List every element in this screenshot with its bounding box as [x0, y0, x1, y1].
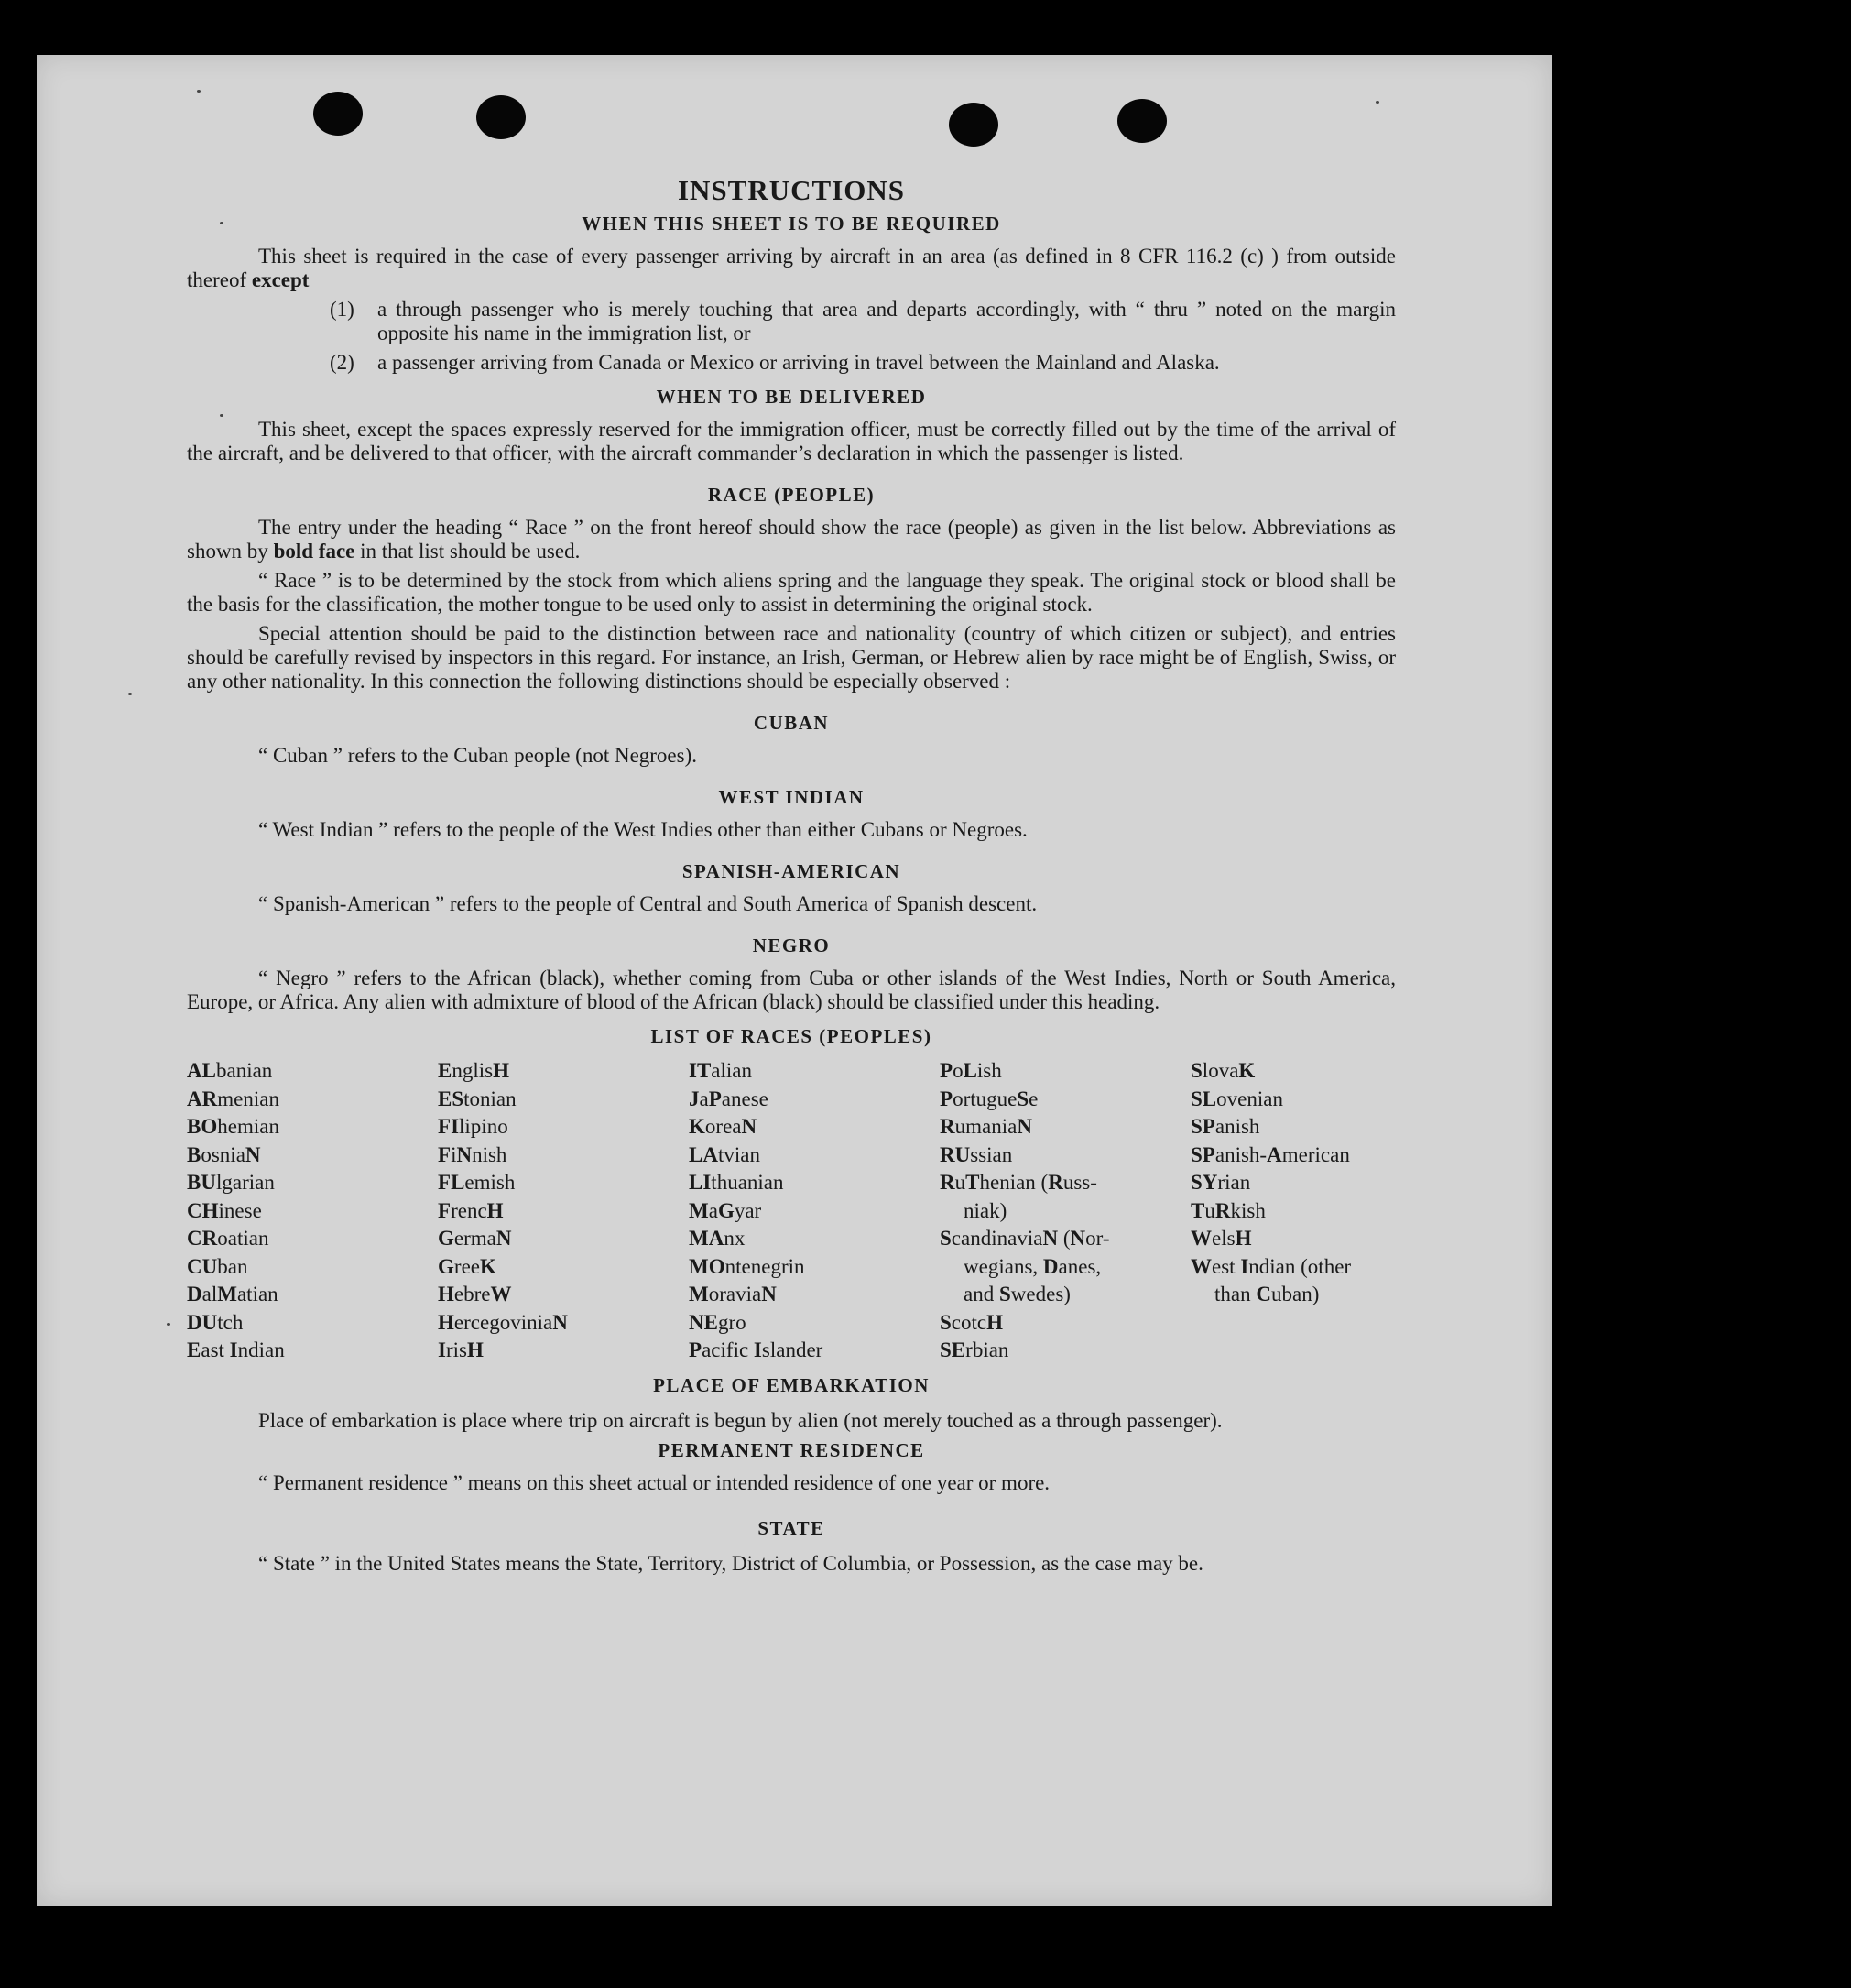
race-entry: ScotcH	[940, 1310, 1004, 1334]
heading-when-required: WHEN THIS SHEET IS TO BE REQUIRED	[582, 213, 1001, 235]
state-text: “ State ” in the United States means the State, Territory, District of Columbia, or Possession, as the case may be.	[258, 1551, 1203, 1575]
race-p1-end: in that list should be used.	[360, 540, 581, 563]
race-entry: FrencH	[438, 1198, 504, 1222]
race-entry: JaPanese	[689, 1087, 768, 1110]
races-column	[940, 1057, 1191, 1365]
heading-state: STATE	[757, 1516, 825, 1539]
race-entry: RumaniaN	[940, 1115, 1032, 1138]
race-paragraph-1	[187, 516, 1396, 563]
heading-permanent-residence: PERMANENT RESIDENCE	[658, 1438, 925, 1461]
punch-hole	[313, 92, 363, 136]
exception-text: a through passenger who is merely touching that area and departs accordingly, with “ thru ” noted on the margin opposite his name in the immigration list, or	[377, 298, 1396, 344]
races-column	[187, 1057, 438, 1365]
race-entry: SYrian	[1191, 1171, 1251, 1194]
race-entry: EStonian	[438, 1087, 517, 1110]
race-entry: HebreW	[438, 1283, 512, 1305]
exception-text: a passenger arriving from Canada or Mexico or arriving in travel between the Mainland and Alaska.	[377, 351, 1220, 374]
race-entry: NEgro	[689, 1310, 746, 1334]
race-entry: TuRkish	[1191, 1198, 1266, 1222]
race-p1-bold: bold face	[273, 540, 355, 563]
race-entry: SlovaK	[1191, 1059, 1256, 1082]
punch-hole	[476, 95, 526, 139]
race-paragraph-3: Special attention should be paid to the distinction between race and nationality (country of which citizen or subject), and entries should be carefully revised by inspectors in this regard. For instance, an Irish, German, or Hebrew alien by race might be of English, Swiss, or any other nationality. In this connection the following distinctions should be especially observed :	[187, 622, 1396, 693]
race-entry: FIlipino	[438, 1115, 508, 1138]
speck	[197, 90, 201, 93]
race-entry: MaGyar	[689, 1198, 762, 1222]
race-entry: MoraviaN	[689, 1283, 777, 1305]
race-entry: ALbanian	[187, 1059, 273, 1082]
heading-spanish-american: SPANISH-AMERICAN	[681, 860, 901, 882]
race-entry: FiNnish	[438, 1142, 507, 1166]
spanish-american-text: “ Spanish-American ” refers to the people of Central and South America of Spanish descent.	[258, 892, 1038, 915]
race-entry: PoLish	[940, 1059, 1002, 1082]
race-entry: BOhemian	[187, 1115, 279, 1138]
race-entry: RuThenian (Russ-	[940, 1171, 1097, 1194]
races-column	[438, 1057, 689, 1365]
heading-west-indian: WEST INDIAN	[718, 786, 865, 808]
instructions-content	[187, 174, 1396, 1578]
punch-hole	[949, 103, 998, 147]
exception-number: (2)	[330, 351, 354, 374]
race-entry: GermaN	[438, 1227, 512, 1250]
race-entry: MOntenegrin	[689, 1254, 805, 1278]
race-entry: BosniaN	[187, 1142, 261, 1166]
race-entry: CRoatian	[187, 1227, 269, 1250]
negro-text: “ Negro ” refers to the African (black), whether coming from Cuba or other islands of the West Indies, North or South America, Europe, or Africa. Any alien with admixture of blood of the African (black) should be classified under this heading.	[187, 967, 1396, 1013]
west-indian-text: “ West Indian ” refers to the people of the West Indies other than either Cubans or Negroes.	[258, 818, 1028, 841]
race-entry: SLovenian	[1191, 1087, 1283, 1110]
heading-cuban: CUBAN	[753, 712, 830, 734]
race-entry: EnglisH	[438, 1059, 509, 1082]
race-entry: DUtch	[187, 1310, 244, 1334]
race-entry: West Indian (other	[1191, 1254, 1352, 1278]
race-entry: niak)	[964, 1198, 1007, 1222]
heading-negro: NEGRO	[752, 934, 831, 956]
race-entry: PortugueSe	[940, 1087, 1039, 1110]
exception-number: (1)	[330, 298, 354, 321]
heading-place-of-embarkation: PLACE OF EMBARKATION	[653, 1373, 930, 1396]
race-entry: LIthuanian	[689, 1171, 784, 1194]
race-entry: BUlgarian	[187, 1171, 275, 1194]
when-delivered-text: This sheet, except the spaces expressly reserved for the immigration officer, must be correctly filled out by the time of the arrival of the aircraft, and be delivered to that officer, with the aircraft commander’s declaration in which the passenger is listed.	[187, 418, 1396, 464]
races-column	[1191, 1057, 1392, 1365]
heading-race: RACE (PEOPLE)	[707, 484, 876, 506]
permanent-residence-text: “ Permanent residence ” means on this sheet actual or intended residence of one year or more.	[258, 1470, 1051, 1494]
race-entry: SPanish-American	[1191, 1142, 1350, 1166]
race-entry: MAnx	[689, 1227, 746, 1250]
race-paragraph-2: “ Race ” is to be determined by the stock from which aliens spring and the language they speak. The original stock or blood shall be the basis for the classification, the mother tongue to be used only to assist in determining the original stock.	[187, 569, 1396, 616]
race-entry: CHinese	[187, 1198, 262, 1222]
race-entry: ITalian	[689, 1059, 753, 1082]
race-entry: ARmenian	[187, 1087, 279, 1110]
race-entry: FLemish	[438, 1171, 516, 1194]
race-entry: CUban	[187, 1254, 248, 1278]
race-entry: LAtvian	[689, 1142, 760, 1166]
speck	[1376, 101, 1379, 104]
punch-hole	[1117, 99, 1167, 143]
race-entry: WelsH	[1191, 1227, 1252, 1250]
race-entry: RUssian	[940, 1142, 1013, 1166]
when-required-except: except	[251, 268, 310, 291]
race-entry: and Swedes)	[964, 1283, 1071, 1305]
exceptions-list	[330, 298, 1396, 375]
document-page	[37, 55, 1552, 1906]
exception-item	[330, 298, 1396, 345]
cuban-text: “ Cuban ” refers to the Cuban people (not Negroes).	[258, 744, 698, 767]
race-entry: ScandinaviaN (Nor-	[940, 1227, 1110, 1250]
races-column	[689, 1057, 940, 1365]
page-title: INSTRUCTIONS	[677, 174, 905, 206]
speck	[128, 693, 132, 695]
race-entry: IrisH	[438, 1338, 484, 1361]
race-entry: than Cuban)	[1214, 1283, 1320, 1305]
race-entry: East Indian	[187, 1338, 285, 1361]
race-entry: Pacific Islander	[689, 1338, 823, 1361]
race-entry: SErbian	[940, 1338, 1009, 1361]
when-required-intro: This sheet is required in the case of every passenger arriving by aircraft in an area (as defined in 8 CFR 116.2 (c) ) from outside thereof	[187, 245, 1396, 291]
when-required-text	[187, 245, 1396, 292]
race-p1-start: The entry under the heading “ Race ” on the front hereof should show the race (people) as given in the list below. Abbreviations as shown by	[187, 516, 1396, 563]
heading-list-of-races: LIST OF RACES (PEOPLES)	[650, 1025, 932, 1047]
exception-item	[330, 351, 1396, 375]
place-of-embarkation-text: Place of embarkation is place where trip on aircraft is begun by alien (not merely touched as a through passenger).	[258, 1408, 1223, 1432]
heading-when-delivered: WHEN TO BE DELIVERED	[656, 386, 927, 408]
race-entry: KoreaN	[689, 1115, 757, 1138]
race-entry: DalMatian	[187, 1283, 278, 1305]
races-list	[187, 1057, 1396, 1365]
race-entry: wegians, Danes,	[964, 1254, 1102, 1278]
race-entry: GreeK	[438, 1254, 496, 1278]
speck	[167, 1323, 170, 1326]
race-entry: HercegoviniaN	[438, 1310, 568, 1334]
race-entry: SPanish	[1191, 1115, 1260, 1138]
